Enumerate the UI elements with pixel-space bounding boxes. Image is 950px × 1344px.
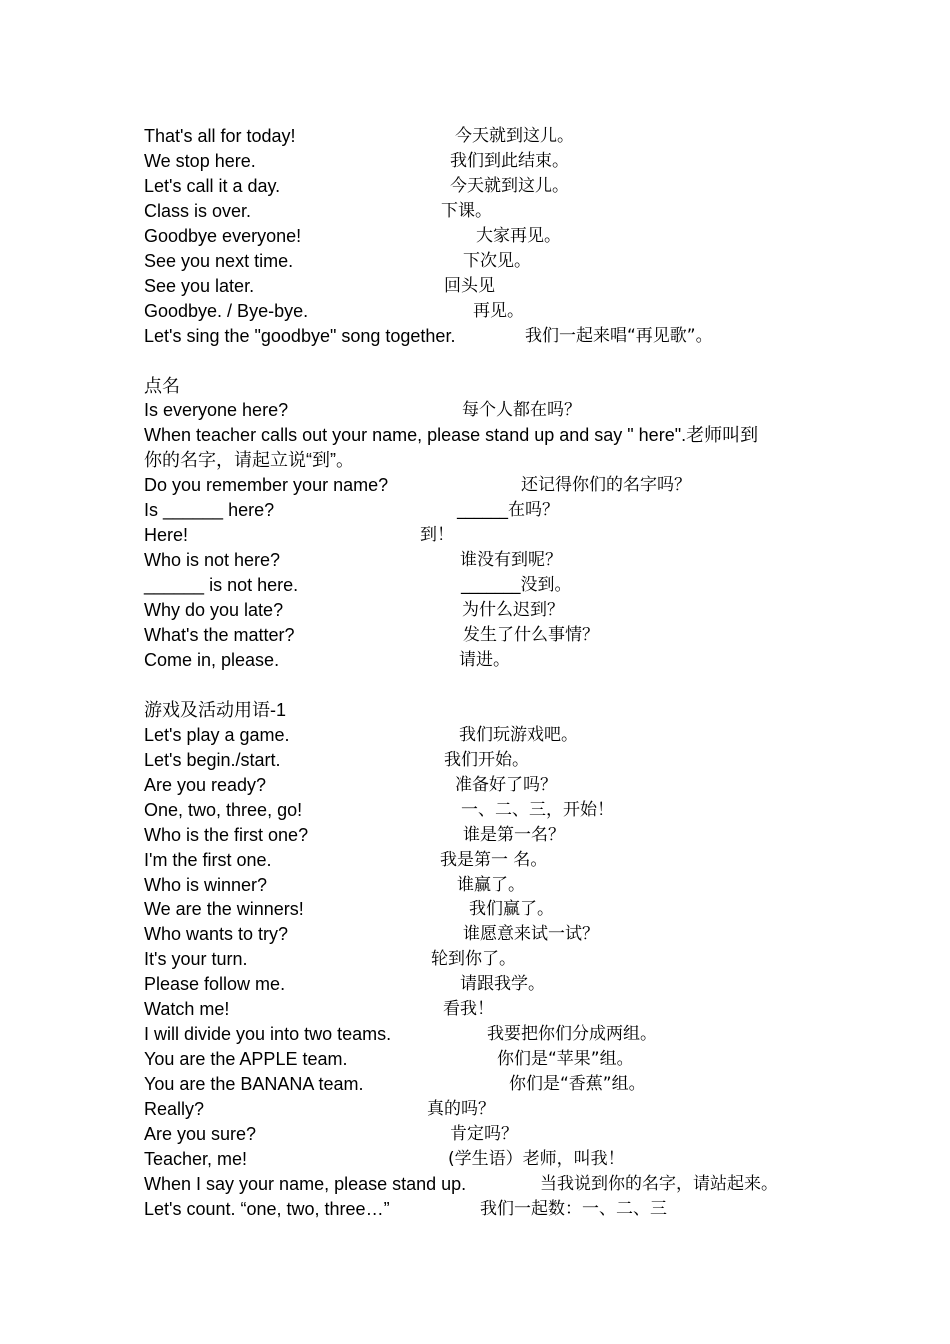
phrase-row [0, 174, 950, 199]
english-phrase: That's all for today! [144, 126, 296, 146]
section-heading [0, 698, 950, 723]
text-line-content: When teacher calls out your name, please stand up and say " here".老师叫到 [144, 425, 759, 446]
english-phrase: I will divide you into two teams. [144, 1024, 392, 1045]
chinese-translation: 大家再见。 [476, 225, 561, 246]
english-phrase: ______ is not here. [144, 575, 299, 596]
english-phrase: Let's begin./start. [144, 749, 281, 770]
english-phrase: It's your turn. [144, 949, 248, 970]
phrase-row [0, 398, 950, 423]
english-phrase: Let's count. “one, two, three…” [144, 1198, 390, 1219]
text-line-content: 你的名字，请起立说“到”。 [144, 450, 354, 471]
phrase-row [0, 324, 950, 349]
chinese-translation: 真的吗？ [427, 1099, 495, 1120]
phrase-row [0, 274, 950, 299]
english-phrase: When I say your name, please stand up. [144, 1173, 467, 1194]
chinese-translation: 到！ [420, 525, 454, 546]
english-phrase: Really? [144, 1099, 205, 1120]
chinese-translation: 请跟我学。 [460, 974, 545, 995]
phrase-row [0, 823, 950, 848]
section-heading-text: 点名 [144, 375, 180, 396]
chinese-translation: 我们到此结束。 [450, 150, 569, 171]
phrase-row [0, 997, 950, 1022]
chinese-translation: 我要把你们分成两组。 [487, 1024, 657, 1045]
english-phrase: Let's call it a day. [144, 175, 281, 196]
chinese-translation: 下次见。 [463, 250, 531, 271]
chinese-translation: 下课。 [441, 200, 492, 221]
chinese-translation: 我们一起来唱“再见歌”。 [525, 325, 713, 346]
phrase-row [0, 224, 950, 249]
chinese-translation: 我们开始。 [444, 749, 529, 770]
english-phrase: Please follow me. [144, 974, 286, 995]
phrase-row [0, 299, 950, 324]
chinese-translation: 我是第一 名。 [440, 849, 548, 870]
english-phrase: Teacher, me! [144, 1148, 248, 1169]
phrase-row [0, 723, 950, 748]
phrase-row [0, 1197, 950, 1222]
chinese-translation: 谁是第一名？ [463, 824, 565, 845]
english-phrase: What's the matter? [144, 625, 295, 645]
chinese-translation: 请进。 [459, 649, 510, 670]
english-phrase: Let's play a game. [144, 724, 290, 745]
english-phrase: We are the winners! [144, 899, 304, 920]
english-phrase: Why do you late? [144, 600, 284, 621]
english-phrase: Who is winner? [144, 874, 268, 895]
english-phrase: You are the BANANA team. [144, 1074, 364, 1095]
chinese-translation: 你们是“苹果”组。 [497, 1049, 634, 1070]
phrase-row [0, 249, 950, 274]
phrase-row [0, 1147, 950, 1172]
section-heading [0, 374, 950, 399]
phrase-row [0, 598, 950, 623]
english-phrase: Watch me! [144, 999, 230, 1020]
chinese-translation: 我们一起数：一、二、三 [480, 1198, 667, 1219]
phrase-row [0, 848, 950, 873]
phrase-row [0, 1122, 950, 1147]
blank-line [0, 673, 950, 698]
phrase-row [0, 1072, 950, 1097]
phrase-row [0, 1172, 950, 1197]
chinese-translation: 今天就到这儿。 [455, 126, 574, 146]
english-phrase: Do you remember your name? [144, 475, 389, 496]
chinese-translation: (学生语）老师，叫我！ [448, 1148, 625, 1169]
phrase-row [0, 124, 950, 149]
chinese-translation: 看我！ [443, 999, 494, 1020]
phrase-row [0, 1097, 950, 1122]
chinese-translation: 准备好了吗？ [455, 774, 557, 795]
phrase-row [0, 972, 950, 997]
chinese-translation: 每个人都在吗？ [462, 400, 581, 421]
phrase-row [0, 199, 950, 224]
phrase-row [0, 922, 950, 947]
chinese-translation: ______在吗？ [457, 500, 559, 521]
phrase-row [0, 748, 950, 773]
phrase-row [0, 623, 950, 648]
chinese-translation: 再见。 [473, 300, 524, 321]
chinese-translation: 我们玩游戏吧。 [459, 724, 578, 745]
chinese-translation: 当我说到你的名字，请站起来。 [540, 1173, 778, 1194]
english-phrase: Who is the first one? [144, 824, 309, 845]
english-phrase: One, two, three, go! [144, 799, 303, 820]
chinese-translation: 谁没有到呢？ [460, 550, 562, 571]
english-phrase: Is everyone here? [144, 400, 289, 421]
english-phrase: See you later. [144, 275, 255, 296]
english-phrase: Goodbye. / Bye-bye. [144, 300, 309, 321]
phrase-row [0, 149, 950, 174]
english-phrase: Goodbye everyone! [144, 225, 302, 246]
phrase-row [0, 548, 950, 573]
phrase-row [0, 873, 950, 898]
chinese-translation: 发生了什么事情？ [463, 625, 599, 645]
english-phrase: Come in, please. [144, 649, 280, 670]
english-phrase: We stop here. [144, 150, 256, 171]
english-phrase: Is ______ here? [144, 500, 275, 521]
phrase-row [0, 573, 950, 598]
chinese-translation: 轮到你了。 [431, 949, 516, 970]
english-phrase: Who is not here? [144, 550, 281, 571]
chinese-translation: 我们赢了。 [469, 899, 554, 920]
phrase-row [0, 648, 950, 673]
phrase-row [0, 1022, 950, 1047]
chinese-translation: 回头见 [444, 275, 495, 296]
phrase-row [0, 897, 950, 922]
english-phrase: Who wants to try? [144, 924, 289, 945]
chinese-translation: 为什么迟到？ [462, 600, 564, 621]
english-phrase: Class is over. [144, 200, 252, 221]
english-phrase: You are the APPLE team. [144, 1049, 348, 1070]
chinese-translation: 还记得你们的名字吗？ [521, 475, 691, 496]
chinese-translation: 谁愿意来试一试？ [463, 924, 599, 945]
english-phrase: Are you sure? [144, 1124, 257, 1144]
text-line [0, 448, 950, 473]
phrase-row [0, 798, 950, 823]
english-phrase: Let's sing the "goodbye" song together. [144, 325, 456, 346]
english-phrase: Are you ready? [144, 774, 267, 795]
phrase-row [0, 773, 950, 798]
english-phrase: I'm the first one. [144, 849, 272, 870]
chinese-translation: 谁赢了。 [457, 874, 525, 895]
chinese-translation: 今天就到这儿。 [450, 175, 569, 196]
english-phrase: See you next time. [144, 250, 294, 271]
phrase-row [0, 947, 950, 972]
phrase-row [0, 473, 950, 498]
section-heading-text: 游戏及活动用语-1 [144, 699, 287, 720]
chinese-translation: 你们是“香蕉”组。 [509, 1074, 646, 1095]
chinese-translation: 一、二、三，开始！ [461, 799, 614, 820]
phrase-row [0, 498, 950, 523]
blank-line [0, 349, 950, 374]
phrase-row [0, 523, 950, 548]
english-phrase: Here! [144, 525, 189, 546]
text-line [0, 423, 950, 448]
chinese-translation: _______没到。 [461, 575, 572, 596]
chinese-translation: 肯定吗？ [450, 1124, 518, 1144]
phrase-row [0, 1047, 950, 1072]
